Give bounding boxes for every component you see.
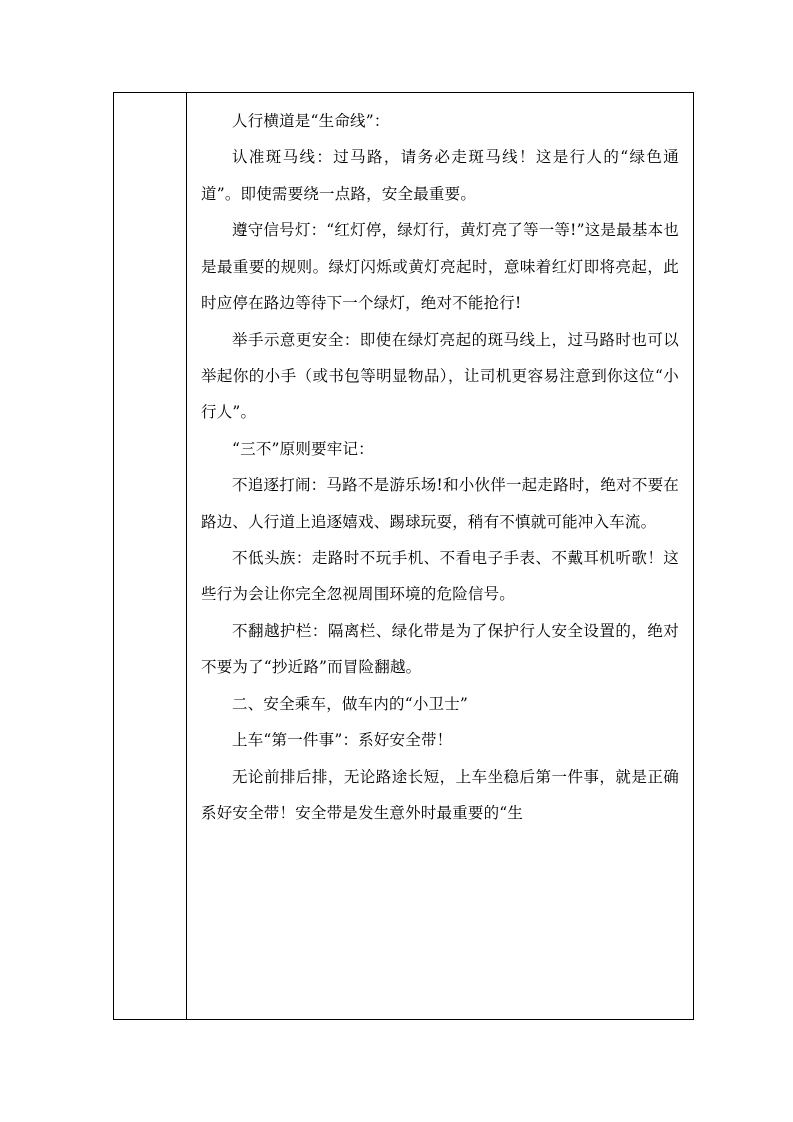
paragraph-8: 不翻越护栏：隔离栏、绿化带是为了保护行人安全设置的，绝对不要为了“抄近路”而冒险翻越。 bbox=[201, 621, 679, 677]
paragraph-4: 举手示意更安全：即使在绿灯亮起的斑马线上，过马路时也可以举起你的小手（或书包等明显物品），让司机更容易注意到你这位“小行人”。 bbox=[201, 330, 679, 422]
table-cell-left bbox=[114, 93, 187, 1020]
paragraph-7: 不低头族：走路时不玩手机、不看电子手表、不戴耳机听歌！这些行为会让你完全忽视周围环境的危险信号。 bbox=[201, 549, 679, 604]
paragraph-9: 二、安全乘车，做车内的“小卫士” bbox=[232, 694, 469, 713]
right-cell-content bbox=[187, 93, 693, 841]
content-table bbox=[113, 92, 694, 1020]
paragraph-3: 遵守信号灯：“红灯停，绿灯行，黄灯亮了等一等!”这是最基本也是最重要的规则。绿灯闪烁或黄灯亮起时，意味着红灯即将亮起，此时应停在路边等待下一个绿灯，绝对不能抢行! bbox=[201, 221, 679, 313]
paragraph-6: 不追逐打闹：马路不是游乐场!和小伙伴一起走路时，绝对不要在路边、人行道上追逐嬉戏、踢球玩耍，稍有不慎就可能冲入车流。 bbox=[201, 476, 679, 531]
table-cell-right bbox=[187, 93, 694, 1020]
paragraph-2: 认准斑马线：过马路，请务必走斑马线！这是行人的“绿色通道”。即使需要绕一点路，安全最重要。 bbox=[201, 148, 679, 203]
paragraph-1: 人行横道是“生命线”： bbox=[232, 112, 390, 130]
left-cell-content bbox=[114, 93, 186, 113]
table-row bbox=[114, 93, 694, 1020]
paragraph-5: “三不”原则要牢记： bbox=[232, 439, 374, 458]
paragraph-11: 无论前排后排，无论路途长短，上车坐稳后第一件事，就是正确系好安全带！安全带是发生意外时最重要的“生 bbox=[201, 767, 679, 823]
paragraph-10: 上车“第一件事”：系好安全带！ bbox=[232, 731, 453, 750]
